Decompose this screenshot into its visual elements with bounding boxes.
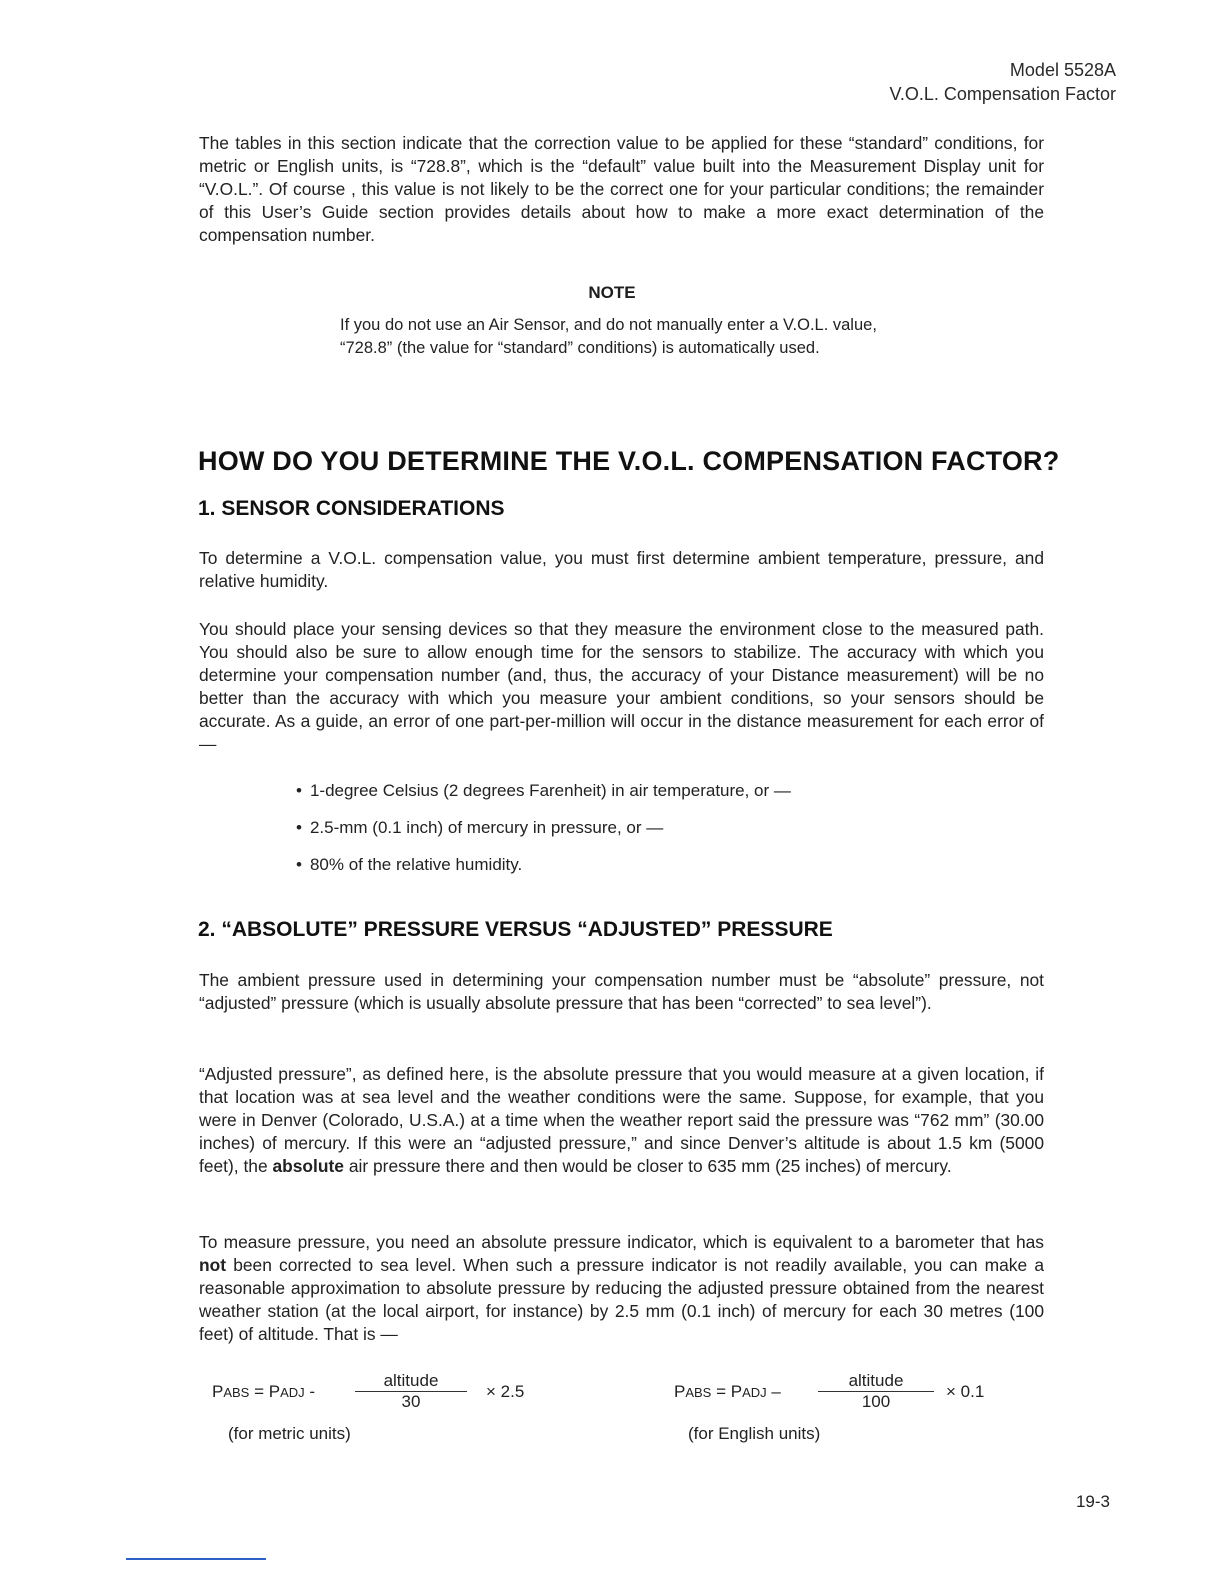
main-heading: HOW DO YOU DETERMINE THE V.O.L. COMPENSATION FACTOR?	[198, 446, 1060, 476]
numerator: altitude	[383, 1371, 439, 1390]
page-number: 19-3	[1075, 1492, 1110, 1511]
formula-metric-fraction	[355, 1371, 467, 1412]
header-section: V.O.L. Compensation Factor	[889, 84, 1116, 104]
formula-metric-multiplier: × 2.5	[486, 1382, 525, 1401]
error-list	[296, 779, 791, 890]
header-model: Model 5528A	[1009, 60, 1116, 80]
list-item: • 2.5-mm (0.1 inch) of mercury in pressure, or —	[296, 816, 791, 853]
formula-english-fraction	[818, 1371, 934, 1412]
formula-english: PABS = PADJ –	[674, 1382, 781, 1401]
emphasis-not: not	[199, 1255, 227, 1275]
section1-paragraph-1: To determine a V.O.L. compensation value, you must first determine ambient temperature, pressure, and relative humidity.	[199, 548, 1044, 591]
note-text: If you do not use an Air Sensor, and do not manually enter a V.O.L. value, “728.8” (the value for “standard” conditions) is automatically used.	[340, 316, 877, 357]
denominator: 100	[818, 1391, 934, 1412]
section1-paragraph-2: You should place your sensing devices so that they measure the environment close to the measured path. You should also be sure to allow enough time for the sensors to stabilize. The accuracy with which you determine your compensation number (and, thus, the accuracy of your Distance measurement) will be no better than the accuracy with which you measure your ambient conditions, so your sensors should be accurate. As a guide, an error of one part-per-million will occur in the distance measurement for each error of —	[199, 619, 1044, 754]
list-item: • 80% of the relative humidity.	[296, 853, 791, 890]
note-title: NOTE	[588, 283, 636, 302]
formula-english-multiplier: × 0.1	[946, 1382, 985, 1401]
formula-metric-caption: (for metric units)	[228, 1424, 351, 1443]
intro-paragraph: The tables in this section indicate that the correction value to be applied for these “standard” conditions, for metric or English units, is “728.8”, which is the “default” value built into the Measurement Display unit for “V.O.L.”. Of course , this value is not likely to be the correct one for your particular conditions; the remainder of this User’s Guide section provides details about how to make a more exact determination of the compensation number.	[199, 133, 1044, 245]
formula-english-caption: (for English units)	[688, 1424, 821, 1443]
section2-heading: 2. “ABSOLUTE” PRESSURE VERSUS “ADJUSTED” PRESSURE	[198, 918, 833, 941]
list-item: • 1-degree Celsius (2 degrees Farenheit) in air temperature, or —	[296, 779, 791, 816]
footnote-divider	[126, 1558, 266, 1560]
section2-paragraph-2: “Adjusted pressure”, as defined here, is the absolute pressure that you would measure at a given location, if that location was at sea level and the weather conditions were the same. Suppose, for example, that you were in Denver (Colorado, U.S.A.) at a time when the weather report said the pressure was “762 mm” (30.00 inches) of mercury. If this were an “adjusted pressure,” and since Denver’s altitude is about 1.5 km (5000 feet), the absolute air pressure there and then would be closer to 635 mm (25 inches) of mercury.	[199, 1064, 1044, 1176]
formula-metric: PABS = PADJ -	[212, 1382, 316, 1401]
section2-paragraph-3: To measure pressure, you need an absolute pressure indicator, which is equivalent to a barometer that has not been corrected to sea level. When such a pressure indicator is not readily available, you can make a reasonable approximation to absolute pressure by reducing the adjusted pressure obtained from the nearest weather station (at the local airport, for instance) by 2.5 mm (0.1 inch) of mercury for each 30 metres (100 feet) of altitude. That is —	[199, 1232, 1044, 1344]
section2-paragraph-1: The ambient pressure used in determining your compensation number must be “absolute” pressure, not “adjusted” pressure (which is usually absolute pressure that has been “corrected” to sea level”).	[199, 970, 1044, 1013]
page-header	[890, 58, 1116, 106]
numerator: altitude	[848, 1371, 904, 1390]
section1-heading: 1. SENSOR CONSIDERATIONS	[198, 497, 505, 520]
emphasis-absolute: absolute	[272, 1156, 344, 1176]
denominator: 30	[355, 1391, 467, 1412]
